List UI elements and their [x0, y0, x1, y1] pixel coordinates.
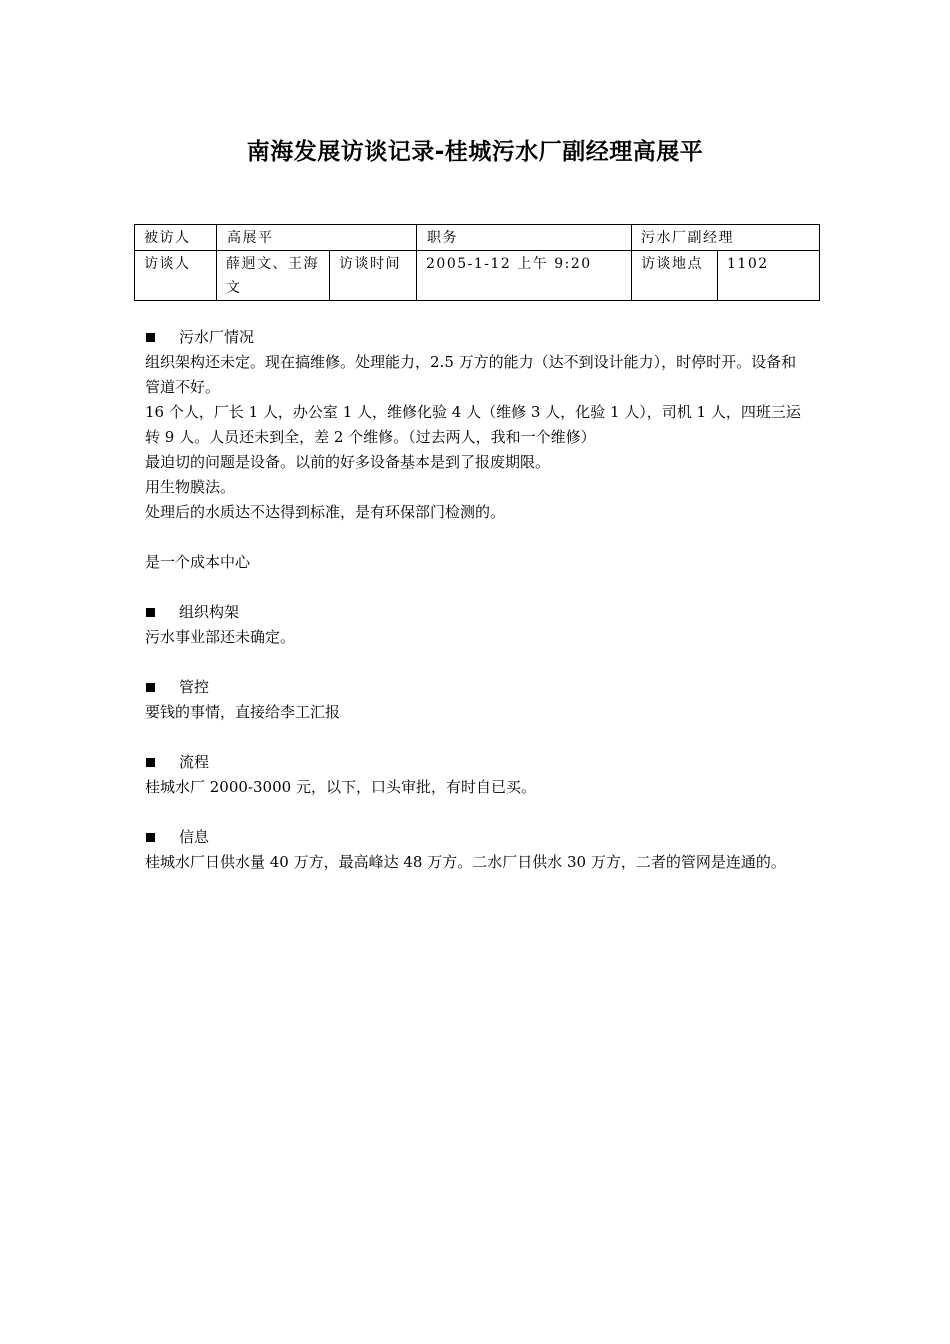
paragraph: 污水事业部还未确定。 — [145, 628, 296, 646]
square-bullet-icon — [146, 683, 155, 692]
blank-line — [145, 725, 810, 750]
section-heading — [145, 825, 810, 850]
section-information — [145, 825, 810, 875]
document-body — [145, 325, 810, 875]
interviewer-label: 访谈人 — [135, 251, 217, 301]
blank-line — [145, 800, 810, 825]
section-heading — [145, 325, 810, 350]
square-bullet-icon — [146, 608, 155, 617]
section-heading — [145, 600, 810, 625]
cost-center-note: 是一个成本中心 — [145, 553, 251, 571]
section-heading-text: 组织构架 — [179, 603, 240, 621]
paragraph: 桂城水厂 2000-3000 元，以下，口头审批，有时自已买。 — [145, 778, 536, 796]
paragraph: 要钱的事情，直接给李工汇报 — [145, 703, 341, 721]
paragraph: 用生物膜法。 — [145, 478, 236, 496]
section-heading-text: 管控 — [179, 678, 210, 696]
location-value: 1102 — [718, 251, 820, 301]
section-heading-text: 污水厂情况 — [179, 328, 255, 346]
section-control — [145, 675, 810, 725]
section-heading — [145, 675, 810, 700]
location-label: 访谈地点 — [632, 251, 718, 301]
square-bullet-icon — [146, 833, 155, 842]
table-row — [135, 225, 820, 251]
section-heading — [145, 750, 810, 775]
paragraph: 16 个人，厂长 1 人，办公室 1 人，维修化验 4 人（维修 3 人，化验 1 人），司机 1 人，四班三运转 9 人。人员还未到全，差 2 个维修。（过去两人，我和一个维修） — [145, 403, 801, 446]
paragraph: 处理后的水质达不达得到标准，是有环保部门检测的。 — [145, 503, 506, 521]
time-label: 访谈时间 — [330, 251, 417, 301]
blank-line — [145, 575, 810, 600]
blank-line — [145, 525, 810, 550]
position-value: 污水厂副经理 — [632, 225, 820, 251]
page-title: 南海发展访谈记录-桂城污水厂副经理高展平 — [246, 139, 704, 165]
section-organization — [145, 600, 810, 650]
paragraph: 组织架构还未定。现在搞维修。处理能力，2.5 万方的能力（达不到设计能力），时停时开。设备和管道不好。 — [145, 353, 797, 396]
time-value: 2005-1-12 上午 9:20 — [417, 251, 632, 301]
interviewee-label: 被访人 — [135, 225, 217, 251]
square-bullet-icon — [146, 758, 155, 767]
section-process — [145, 750, 810, 800]
interviewer-value: 薛迥文、王海文 — [217, 251, 330, 301]
section-heading-text: 信息 — [179, 828, 210, 846]
square-bullet-icon — [146, 333, 155, 342]
interview-info-table — [134, 224, 820, 301]
paragraph: 最迫切的问题是设备。以前的好多设备基本是到了报废期限。 — [145, 453, 551, 471]
interviewee-value: 高展平 — [217, 225, 417, 251]
section-heading-text: 流程 — [179, 753, 210, 771]
blank-line — [145, 650, 810, 675]
paragraph: 桂城水厂日供水量 40 万方，最高峰达 48 万方。二水厂日供水 30 万方，二者的管网是连通的。 — [145, 853, 786, 871]
table-row — [135, 251, 820, 301]
section-wastewater-plant — [145, 325, 810, 525]
position-label: 职务 — [417, 225, 632, 251]
